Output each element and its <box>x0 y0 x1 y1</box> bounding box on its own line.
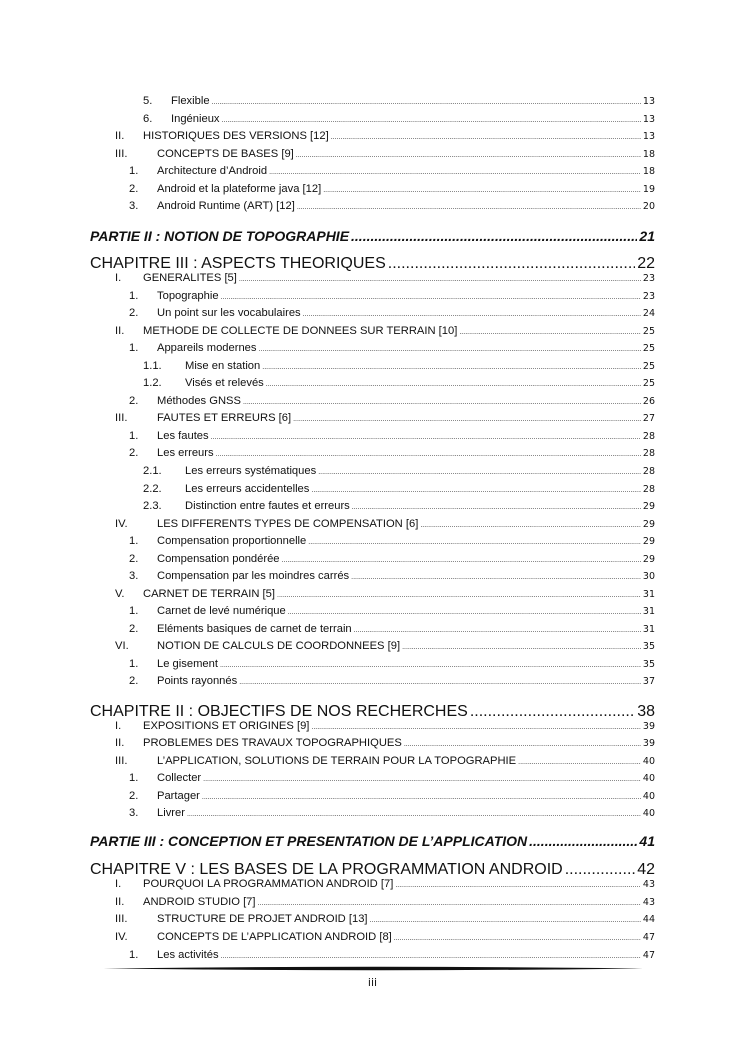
dot-leader <box>262 364 641 371</box>
toc-entry-number: 2. <box>129 623 139 635</box>
toc-entry[interactable] <box>115 878 655 890</box>
toc-entry[interactable] <box>129 307 655 319</box>
toc-entry-page: 25 <box>642 361 655 372</box>
toc-entry-number: 2. <box>129 447 139 459</box>
toc-entry-number: 1. <box>129 949 139 961</box>
toc-entry-title: CARNET DE TERRAIN [5] <box>143 588 275 600</box>
toc-entry-title: Les activités <box>157 949 219 961</box>
toc-entry[interactable] <box>129 447 655 459</box>
toc-entry-title: LES DIFFERENTS TYPES DE COMPENSATION [6] <box>157 518 419 530</box>
toc-entry-page: 28 <box>642 448 655 459</box>
toc-entry[interactable] <box>115 931 655 943</box>
toc-entry-title: CONCEPTS DE BASES [9] <box>157 148 294 160</box>
toc-chapter-heading[interactable] <box>90 255 655 273</box>
toc-entry-page: 13 <box>642 96 655 107</box>
toc-entry[interactable] <box>115 130 655 142</box>
toc-entry[interactable] <box>115 325 655 337</box>
dot-leader <box>323 187 641 194</box>
toc-entry[interactable] <box>129 342 655 354</box>
toc-entry-number: 3. <box>129 200 139 212</box>
toc-entry-title: NOTION DE CALCULS DE COORDONNEES [9] <box>157 640 401 652</box>
toc-entry-page: 29 <box>642 536 655 547</box>
toc-entry[interactable] <box>129 658 655 670</box>
toc-entry-page: 41 <box>639 833 655 849</box>
toc-entry-title: Partager <box>157 790 200 802</box>
toc-entry-number: 2. <box>129 553 139 565</box>
toc-entry-title: PARTIE III : CONCEPTION ET PRESENTATION DE L’APPLICATION <box>90 833 528 849</box>
toc-entry-number: I. <box>115 720 122 732</box>
toc-entry-number: 2.3. <box>143 500 162 512</box>
toc-entry-number: 3. <box>129 570 139 582</box>
toc-entry-title: POURQUOI LA PROGRAMMATION ANDROID [7] <box>143 878 394 890</box>
toc-entry-title: Flexible <box>171 95 210 107</box>
page-number: iii <box>367 976 378 989</box>
dot-leader <box>269 169 641 176</box>
toc-entry[interactable] <box>143 113 655 125</box>
toc-entry-number: II. <box>115 130 125 142</box>
toc-entry-number: 2. <box>129 675 139 687</box>
toc-entry[interactable] <box>143 465 655 477</box>
dot-leader <box>394 935 641 942</box>
toc-entry-page: 25 <box>642 343 655 354</box>
dot-leader <box>351 228 637 244</box>
toc-entry[interactable] <box>115 588 655 600</box>
toc-entry-title: Méthodes GNSS <box>157 395 241 407</box>
toc-entry-number: III. <box>115 913 128 925</box>
toc-entry-page: 27 <box>642 413 655 424</box>
toc-entry-title: STRUCTURE DE PROJET ANDROID [13] <box>157 913 368 925</box>
dot-leader <box>388 255 635 273</box>
dot-leader <box>222 117 641 124</box>
toc-entry[interactable] <box>115 412 655 424</box>
toc-entry-number: 2. <box>129 307 139 319</box>
toc-entry-title: Topographie <box>157 290 219 302</box>
toc-entry-title: Architecture d’Android <box>157 165 268 177</box>
toc-entry-page: 28 <box>642 484 655 495</box>
toc-entry-number: 3. <box>129 807 139 819</box>
toc-entry[interactable] <box>129 807 655 819</box>
toc-entry-title: Les erreurs systématiques <box>185 465 317 477</box>
toc-entry-page: 47 <box>642 932 655 943</box>
toc-entry-page: 37 <box>642 676 655 687</box>
dot-leader <box>288 609 641 616</box>
toc-entry-page: 22 <box>637 255 655 272</box>
toc-entry-title: EXPOSITIONS ET ORIGINES [9] <box>143 720 310 732</box>
footer-divider <box>103 966 643 971</box>
toc-entry-page: 13 <box>642 114 655 125</box>
dot-leader <box>266 381 641 388</box>
dot-leader <box>311 487 641 494</box>
dot-leader <box>308 539 641 546</box>
toc-entry-title: Appareils modernes <box>157 342 257 354</box>
toc-entry-page: 31 <box>642 606 655 617</box>
toc-entry-page: 28 <box>642 466 655 477</box>
toc-entry[interactable] <box>115 640 655 652</box>
toc-entry-number: 1. <box>129 430 139 442</box>
toc-entry-page: 18 <box>642 149 655 160</box>
dot-leader <box>296 152 641 159</box>
toc-entry-number: 1. <box>129 605 139 617</box>
toc-entry-title: HISTORIQUES DES VERSIONS [12] <box>143 130 329 142</box>
toc-entry[interactable] <box>143 95 655 107</box>
toc-entry[interactable] <box>143 500 655 512</box>
toc-entry-title: Compensation proportionnelle <box>157 535 307 547</box>
toc-entry[interactable] <box>115 148 655 160</box>
dot-leader <box>529 833 637 849</box>
toc-entry-number: VI. <box>115 640 129 652</box>
toc-entry-page: 25 <box>642 326 655 337</box>
toc-entry[interactable] <box>129 772 655 784</box>
toc-entry-title: Les erreurs accidentelles <box>185 483 310 495</box>
dot-leader <box>354 627 641 634</box>
dot-leader <box>239 679 641 686</box>
toc-entry-number: 1. <box>129 342 139 354</box>
toc-entry-number: I. <box>115 272 122 284</box>
toc-entry[interactable] <box>129 535 655 547</box>
toc-entry-number: III. <box>115 755 128 767</box>
toc-entry-page: 18 <box>642 166 655 177</box>
dot-leader <box>370 917 641 924</box>
toc-entry[interactable] <box>129 430 655 442</box>
toc-entry-page: 29 <box>642 519 655 530</box>
dot-leader <box>518 759 641 766</box>
toc-entry-title: CHAPITRE V : LES BASES DE LA PROGRAMMATION ANDROID <box>90 861 563 878</box>
toc-entry-page: 35 <box>642 641 655 652</box>
toc-entry-number: 1. <box>129 658 139 670</box>
dot-leader <box>303 311 641 318</box>
toc-entry-title: PARTIE II : NOTION DE TOPOGRAPHIE <box>90 228 350 244</box>
toc-entry-page: 38 <box>637 703 655 720</box>
dot-leader <box>203 776 641 783</box>
toc-entry-number: II. <box>115 896 125 908</box>
dot-leader <box>277 592 641 599</box>
toc-entry-number: 2. <box>129 183 139 195</box>
toc-entry-number: 1.1. <box>143 360 162 372</box>
dot-leader <box>239 276 641 283</box>
toc-entry-title: Collecter <box>157 772 202 784</box>
dot-leader <box>352 504 641 511</box>
toc-entry-title: Android et la plateforme java [12] <box>157 183 322 195</box>
toc-entry-page: 31 <box>642 589 655 600</box>
toc-entry-number: III. <box>115 148 128 160</box>
toc-entry[interactable] <box>129 290 655 302</box>
dot-leader <box>187 811 641 818</box>
toc-entry-page: 23 <box>642 273 655 284</box>
toc-entry[interactable] <box>129 553 655 565</box>
dot-leader <box>221 294 641 301</box>
toc-entry-title: Android Runtime (ART) [12] <box>157 200 295 212</box>
toc-entry-page: 40 <box>642 791 655 802</box>
toc-chapter-heading[interactable] <box>90 703 655 721</box>
toc-entry-page: 43 <box>642 879 655 890</box>
dot-leader <box>212 99 641 106</box>
toc-entry-title: CHAPITRE III : ASPECTS THEORIQUES <box>90 255 386 272</box>
toc-entry-title: CHAPITRE II : OBJECTIFS DE NOS RECHERCHES <box>90 703 468 720</box>
toc-entry-title: Visés et relevés <box>185 377 264 389</box>
toc-entry-number: 2. <box>129 790 139 802</box>
dot-leader <box>565 861 636 879</box>
toc-entry[interactable] <box>129 949 655 961</box>
toc-entry[interactable] <box>115 896 655 908</box>
toc-entry-title: Eléments basiques de carnet de terrain <box>157 623 352 635</box>
toc-entry-page: 29 <box>642 501 655 512</box>
toc-entry-page: 21 <box>639 228 655 244</box>
toc-entry-number: II. <box>115 325 125 337</box>
toc-entry-title: Carnet de levé numérique <box>157 605 286 617</box>
dot-leader <box>211 434 641 441</box>
toc-entry-title: GENERALITES [5] <box>143 272 237 284</box>
dot-leader <box>216 451 641 458</box>
dot-leader <box>351 574 641 581</box>
toc-entry-page: 28 <box>642 431 655 442</box>
toc-entry-number: III. <box>115 412 128 424</box>
toc-entry-title: L’APPLICATION, SOLUTIONS DE TERRAIN POUR LA TOPOGRAPHIE <box>157 755 517 767</box>
toc-entry-title: Le gisement <box>157 658 218 670</box>
toc-entry[interactable] <box>115 720 655 732</box>
toc-entry-title: METHODE DE COLLECTE DE DONNEES SUR TERRAIN [10] <box>143 325 458 337</box>
toc-part-heading[interactable] <box>90 833 655 849</box>
toc-entry-number: 1. <box>129 165 139 177</box>
dot-leader <box>331 134 641 141</box>
toc-entry-number: II. <box>115 737 125 749</box>
toc-entry-title: Ingénieux <box>171 113 220 125</box>
toc-entry[interactable] <box>129 395 655 407</box>
toc-entry-title: Compensation par les moindres carrés <box>157 570 350 582</box>
toc-part-heading[interactable] <box>90 228 655 244</box>
toc-entry[interactable] <box>115 755 655 767</box>
toc-entry[interactable] <box>143 483 655 495</box>
toc-entry-title: Les erreurs <box>157 447 214 459</box>
dot-leader <box>311 724 641 731</box>
toc-entry[interactable] <box>129 200 655 212</box>
toc-entry-page: 44 <box>642 914 655 925</box>
dot-leader <box>470 703 635 721</box>
toc-chapter-heading[interactable] <box>90 861 655 879</box>
toc-entry-title: Livrer <box>157 807 185 819</box>
toc-entry-title: Les fautes <box>157 430 209 442</box>
dot-leader <box>395 882 641 889</box>
toc-entry-number: IV. <box>115 931 128 943</box>
dot-leader <box>293 416 641 423</box>
toc-entry-page: 47 <box>642 950 655 961</box>
toc-entry-title: PROBLEMES DES TRAVAUX TOPOGRAPHIQUES <box>143 737 402 749</box>
toc-entry-page: 40 <box>642 773 655 784</box>
toc-entry-number: 2.2. <box>143 483 162 495</box>
toc-entry[interactable] <box>129 570 655 582</box>
toc-entry-page: 40 <box>642 756 655 767</box>
toc-entry-page: 20 <box>642 201 655 212</box>
toc-entry-page: 29 <box>642 554 655 565</box>
toc-entry-number: 1.2. <box>143 377 162 389</box>
toc-entry-title: Mise en station <box>185 360 261 372</box>
toc-entry[interactable] <box>129 183 655 195</box>
dot-leader <box>297 204 641 211</box>
toc-entry[interactable] <box>115 518 655 530</box>
toc-entry-page: 43 <box>642 897 655 908</box>
toc-entry-page: 39 <box>642 738 655 749</box>
toc-entry-title: FAUTES ET ERREURS [6] <box>157 412 292 424</box>
toc-entry-number: 1. <box>129 290 139 302</box>
dot-leader <box>243 399 641 406</box>
toc-entry[interactable] <box>115 913 655 925</box>
toc-entry[interactable] <box>115 737 655 749</box>
toc-entry-page: 26 <box>642 396 655 407</box>
toc-entry[interactable] <box>129 165 655 177</box>
toc-entry-page: 39 <box>642 721 655 732</box>
toc-entry-number: 2. <box>129 395 139 407</box>
toc-entry-page: 31 <box>642 624 655 635</box>
toc-entry-number: 6. <box>143 113 153 125</box>
toc-entry-title: ANDROID STUDIO [7] <box>143 896 256 908</box>
toc-entry-page: 35 <box>642 659 655 670</box>
dot-leader <box>202 794 641 801</box>
toc-entry-page: 19 <box>642 184 655 195</box>
toc-entry-number: 5. <box>143 95 153 107</box>
dot-leader <box>402 644 641 651</box>
toc-entry-title: CONCEPTS DE L’APPLICATION ANDROID [8] <box>157 931 392 943</box>
toc-entry-title: Compensation pondérée <box>157 553 280 565</box>
toc-entry[interactable] <box>129 675 655 687</box>
toc-entry-title: Un point sur les vocabulaires <box>157 307 301 319</box>
dot-leader <box>282 557 641 564</box>
dot-leader <box>404 741 641 748</box>
dot-leader <box>318 469 641 476</box>
toc-entry-page: 42 <box>637 861 655 878</box>
toc-entry-page: 23 <box>642 291 655 302</box>
toc-entry-title: Distinction entre fautes et erreurs <box>185 500 350 512</box>
toc-entry[interactable] <box>143 377 655 389</box>
toc-entry-number: V. <box>115 588 125 600</box>
toc-entry-page: 40 <box>642 808 655 819</box>
toc-entry-number: 2.1. <box>143 465 162 477</box>
dot-leader <box>258 900 641 907</box>
dot-leader <box>420 522 641 529</box>
toc-entry[interactable] <box>129 790 655 802</box>
toc-entry-page: 13 <box>642 131 655 142</box>
toc-entry-page: 30 <box>642 571 655 582</box>
toc-entry-number: 1. <box>129 772 139 784</box>
toc-entry[interactable] <box>129 605 655 617</box>
toc-entry-number: I. <box>115 878 122 890</box>
toc-entry[interactable] <box>115 272 655 284</box>
dot-leader <box>221 953 641 960</box>
toc-entry-number: IV. <box>115 518 128 530</box>
toc-entry-number: 1. <box>129 535 139 547</box>
toc-entry[interactable] <box>143 360 655 372</box>
dot-leader <box>259 346 641 353</box>
toc-entry-page: 25 <box>642 378 655 389</box>
toc-entry-title: Points rayonnés <box>157 675 238 687</box>
dot-leader <box>220 662 641 669</box>
dot-leader <box>459 329 641 336</box>
toc-entry-page: 24 <box>642 308 655 319</box>
toc-entry[interactable] <box>129 623 655 635</box>
